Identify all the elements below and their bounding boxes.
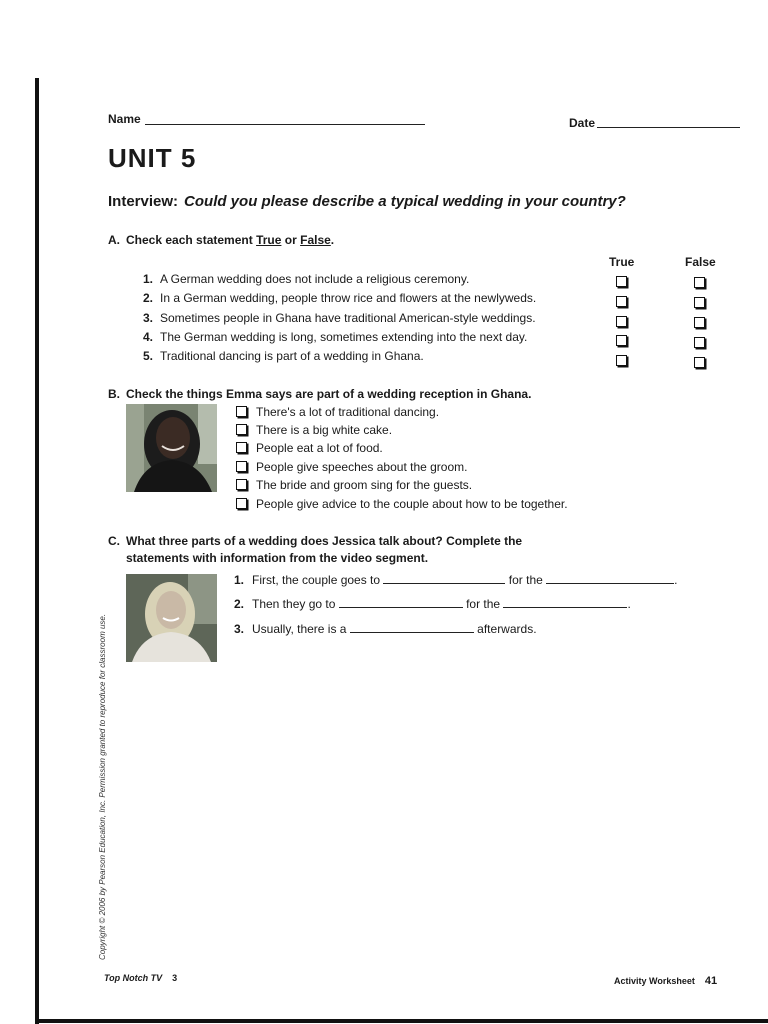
- statement-3: 3. Sometimes people in Ghana have traditional American-style weddings.: [143, 311, 536, 325]
- name-label: Name: [108, 112, 141, 126]
- reception-option-1: There's a lot of traditional dancing.: [236, 405, 439, 419]
- fill-statement-2: 2. Then they go to for the .: [234, 597, 631, 611]
- blank-2b[interactable]: [503, 596, 627, 608]
- name-field[interactable]: [145, 124, 425, 125]
- reception-checkbox-3[interactable]: [236, 442, 247, 453]
- blank-2a[interactable]: [339, 596, 463, 608]
- false-checkbox-1[interactable]: [694, 277, 705, 288]
- reception-checkbox-6[interactable]: [236, 498, 247, 509]
- interview-question: Could you please describe a typical wedding in your country?: [184, 193, 626, 210]
- interview-label: Interview:: [108, 193, 179, 210]
- jessica-photo: [126, 574, 217, 662]
- reception-option-2: There is a big white cake.: [236, 423, 392, 437]
- emma-portrait-image: [126, 404, 217, 492]
- copyright-notice: Copyright © 2006 by Pearson Education, Inc. Permission granted to reproduce for classroom use.: [98, 613, 107, 960]
- reception-checkbox-1[interactable]: [236, 406, 247, 417]
- false-checkbox-2[interactable]: [694, 297, 705, 308]
- fill-statement-1: 1. First, the couple goes to for the .: [234, 573, 678, 587]
- reception-checkbox-4[interactable]: [236, 461, 247, 472]
- footer-book-title: Top Notch TV 3: [104, 973, 178, 983]
- emma-photo: [126, 404, 217, 492]
- true-column-header: True: [609, 255, 635, 269]
- true-checkbox-3[interactable]: [616, 316, 627, 327]
- section-c-letter: C.: [108, 534, 120, 548]
- true-checkbox-1[interactable]: [616, 276, 627, 287]
- blank-1a[interactable]: [383, 572, 505, 584]
- false-checkbox-4[interactable]: [694, 337, 705, 348]
- statement-5: 5. Traditional dancing is part of a wedding in Ghana.: [143, 349, 424, 363]
- scan-edge-bottom: [35, 1019, 768, 1023]
- date-label: Date: [569, 116, 596, 130]
- footer-worksheet: Activity Worksheet 41: [614, 975, 718, 987]
- statement-2: 2. In a German wedding, people throw rice and flowers at the newlyweds.: [143, 291, 537, 305]
- interview-heading: [108, 193, 626, 210]
- false-checkbox-3[interactable]: [694, 317, 705, 328]
- section-a-instruction: A. Check each statement True or False.: [108, 233, 335, 247]
- reception-option-6: People give advice to the couple about how to be together.: [236, 497, 568, 511]
- unit-title: UNIT 5: [108, 143, 197, 173]
- date-field[interactable]: [597, 127, 740, 128]
- statement-1: 1. A German wedding does not include a religious ceremony.: [143, 272, 470, 286]
- blank-3a[interactable]: [350, 621, 474, 633]
- false-checkbox-5[interactable]: [694, 357, 705, 368]
- false-column-header: False: [685, 255, 716, 269]
- page-number: 41: [704, 975, 718, 987]
- true-checkbox-2[interactable]: [616, 296, 627, 307]
- section-a-letter: A.: [108, 233, 120, 247]
- section-b-letter: B.: [108, 387, 120, 401]
- scan-edge-left: [35, 78, 39, 1024]
- reception-checkbox-2[interactable]: [236, 424, 247, 435]
- section-c-instruction: C. What three parts of a wedding does Jessica talk about? Complete the statements with information from the video segment.: [108, 534, 523, 565]
- jessica-portrait-image: [126, 574, 217, 662]
- reception-option-5: The bride and groom sing for the guests.: [236, 478, 472, 492]
- reception-checkbox-5[interactable]: [236, 479, 247, 490]
- true-checkbox-5[interactable]: [616, 355, 627, 366]
- statement-4: 4. The German wedding is long, sometimes extending into the next day.: [143, 330, 528, 344]
- true-checkbox-4[interactable]: [616, 335, 627, 346]
- fill-statement-3: 3. Usually, there is a afterwards.: [234, 622, 537, 636]
- blank-1b[interactable]: [546, 572, 674, 584]
- reception-option-3: People eat a lot of food.: [236, 441, 383, 455]
- reception-option-4: People give speeches about the groom.: [236, 460, 467, 474]
- section-b-instruction: B. Check the things Emma says are part of a wedding reception in Ghana.: [108, 387, 532, 401]
